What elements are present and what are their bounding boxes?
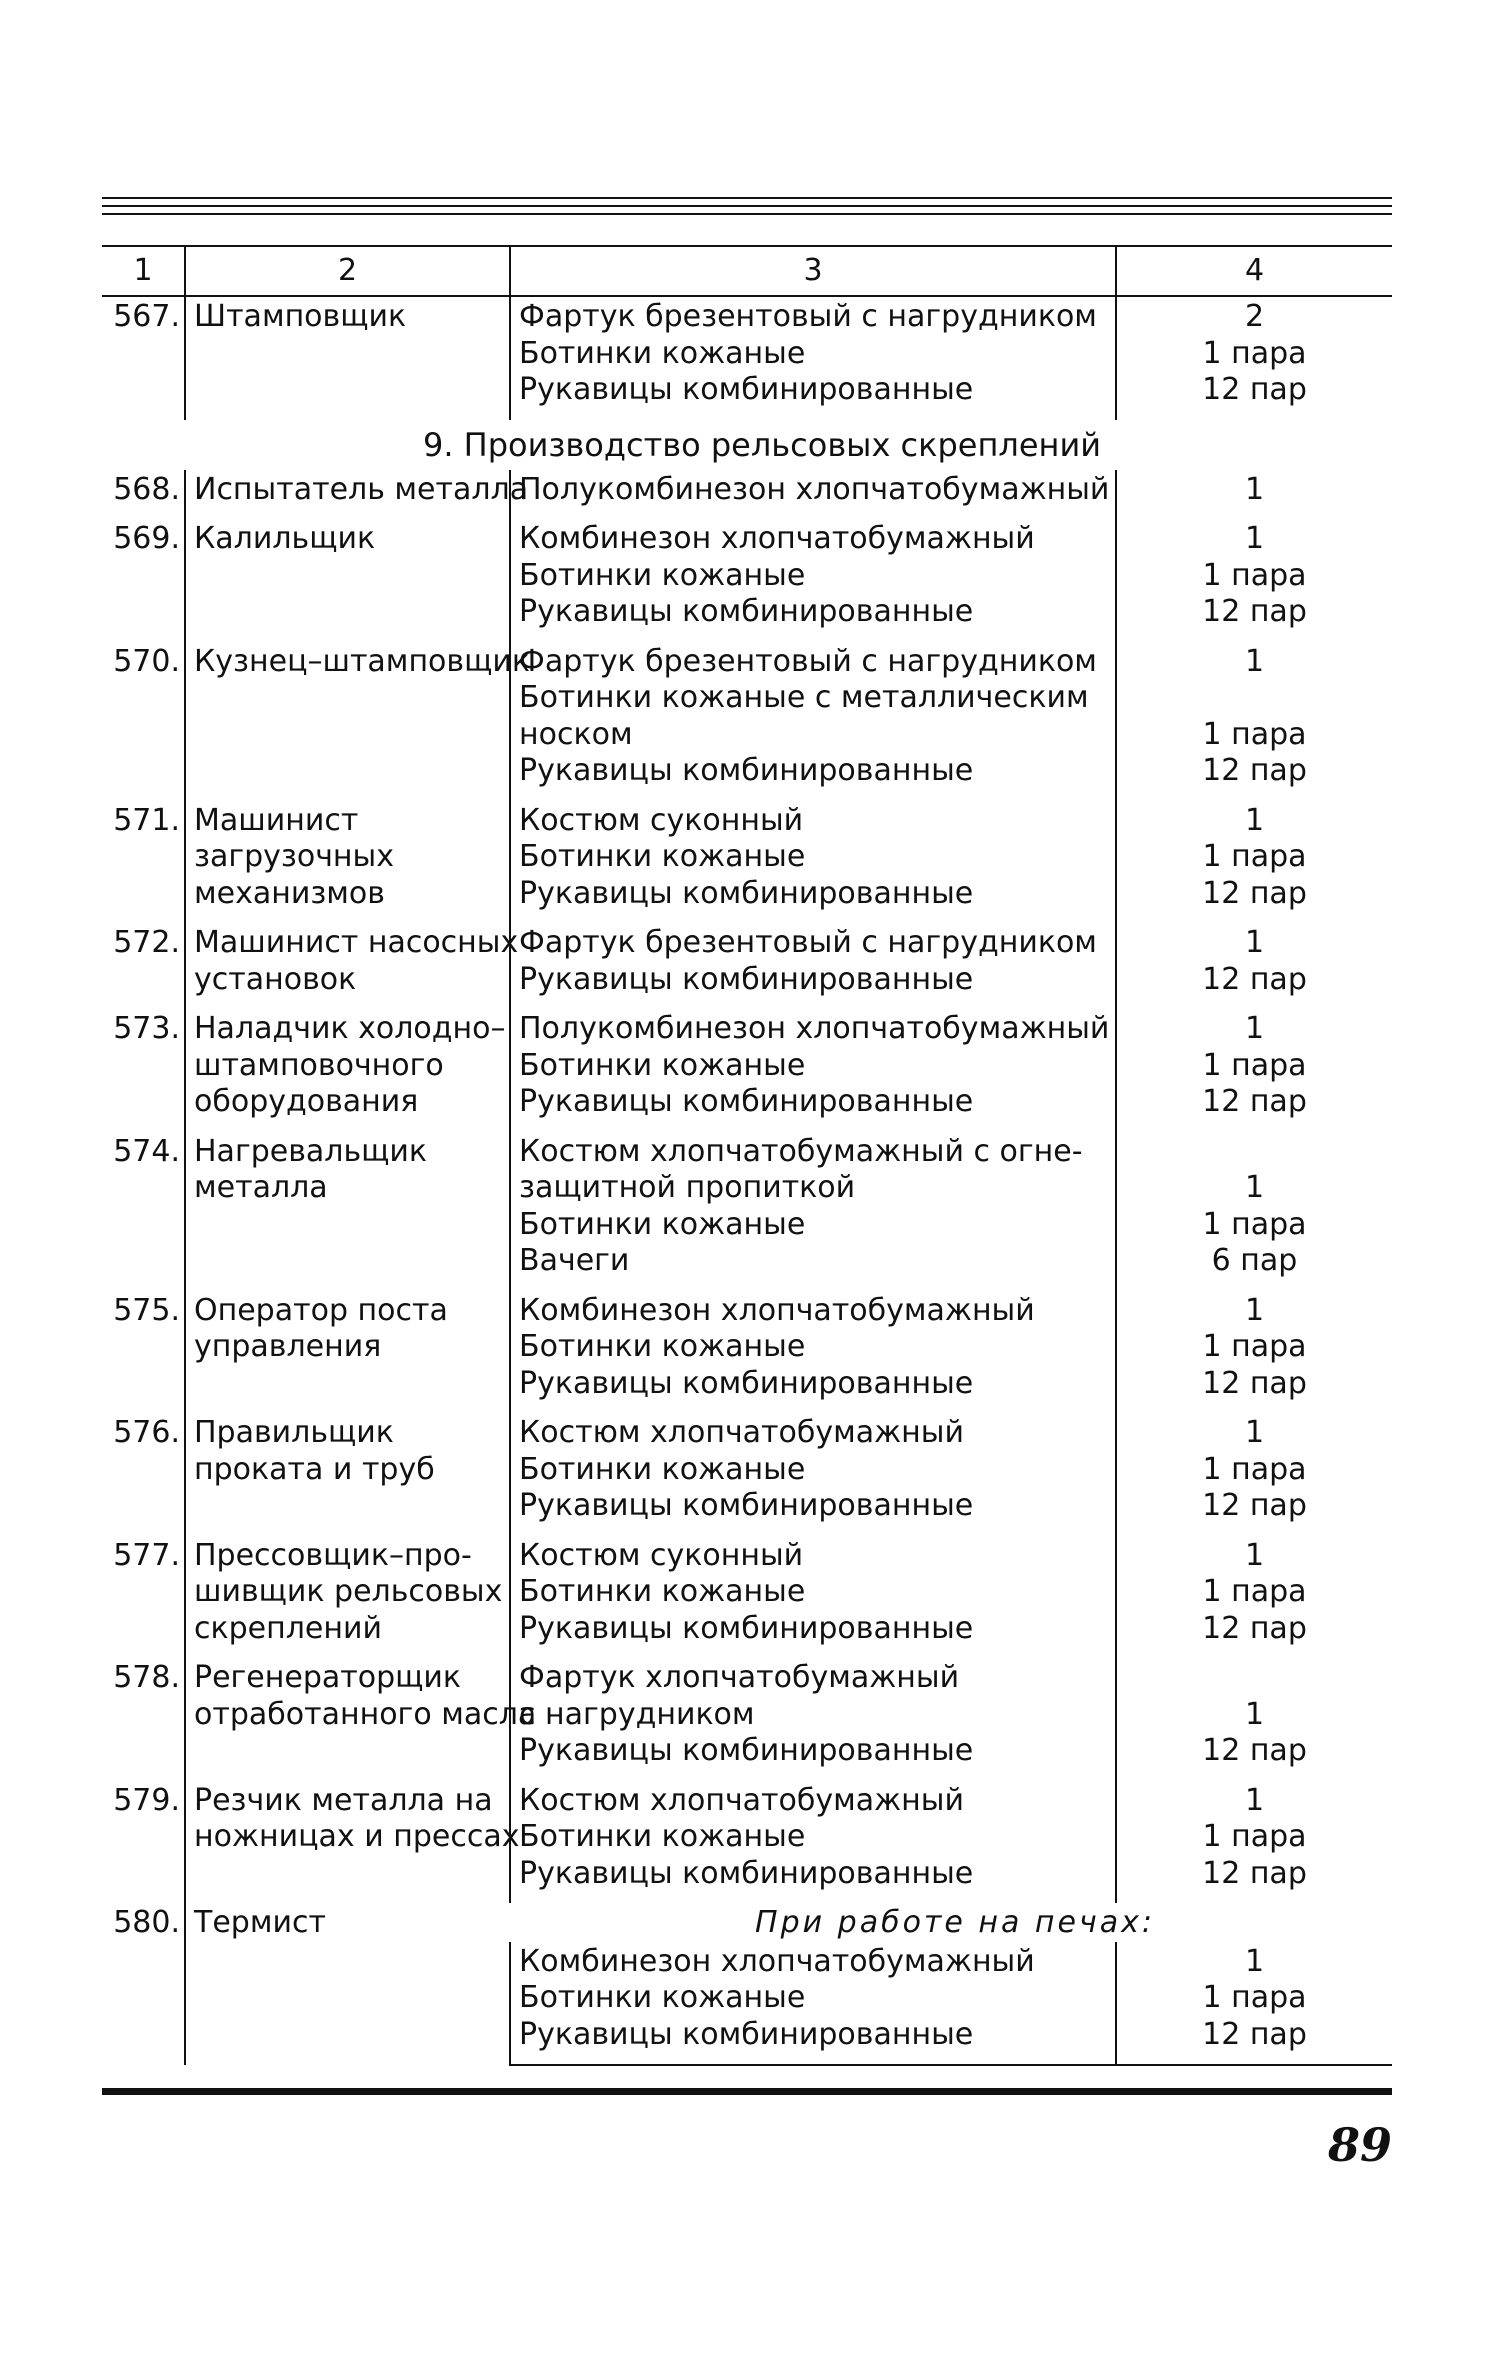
quantity-line: 12 пар xyxy=(1202,1365,1307,1401)
profession-cell xyxy=(185,1291,510,1414)
quantity-cell xyxy=(1116,470,1392,520)
items-cell xyxy=(510,801,1116,924)
column-header-2: 2 xyxy=(185,246,510,296)
row-number: 580. xyxy=(113,1905,180,1940)
quantity-cell xyxy=(1116,923,1392,1009)
quantity-line: 12 пар xyxy=(1202,875,1307,911)
quantity-line: 12 пар xyxy=(1202,961,1307,997)
item-line: Рукавицы комбинированные xyxy=(519,1610,974,1646)
item-line: Костюм суконный xyxy=(519,1537,804,1573)
row-number: 572. xyxy=(113,925,180,960)
quantity-line: 1 xyxy=(1244,1537,1265,1573)
items-cell xyxy=(510,1658,1116,1781)
profession-line: Калильщик xyxy=(194,521,376,556)
items-cell xyxy=(510,642,1116,801)
row-number: 569. xyxy=(113,521,180,556)
items-cell xyxy=(510,296,1116,420)
quantity-cell xyxy=(1116,1781,1392,1904)
items-cell xyxy=(510,1132,1116,1291)
profession-cell xyxy=(185,642,530,801)
page-number: 89 xyxy=(1327,2118,1392,2172)
quantity-line: 12 пар xyxy=(1202,372,1307,407)
table-row xyxy=(102,1009,1392,1132)
item-line: Ботинки кожаные xyxy=(519,1329,806,1364)
table-body-main xyxy=(102,470,1392,1904)
item-line: Рукавицы комбинированные xyxy=(519,753,974,788)
quantity-cell xyxy=(1116,1132,1392,1291)
quantity-line: 1 xyxy=(1244,1170,1265,1205)
quantity-line xyxy=(1117,680,1392,717)
profession-cell xyxy=(185,1009,510,1132)
bottom-rule xyxy=(102,2088,1392,2095)
section-title xyxy=(102,420,1392,470)
item-line: Рукавицы комбинированные xyxy=(519,2016,974,2052)
item-line: Ботинки кожаные xyxy=(519,1451,806,1487)
quantity-line: 1 xyxy=(1244,1943,1265,1979)
quantity-line: 12 пар xyxy=(1202,594,1307,629)
quantity-cell xyxy=(1116,296,1392,420)
quantity-line: 1 пара xyxy=(1202,1047,1307,1083)
quantity-line: 1 xyxy=(1244,471,1265,507)
item-line: Костюм хлопчатобумажный с огне- xyxy=(519,1133,1083,1169)
quantity-cell xyxy=(1116,642,1392,801)
quantity-line: 1 пара xyxy=(1202,557,1307,593)
row-number: 577. xyxy=(113,1537,180,1573)
quantity-cell xyxy=(1116,1291,1392,1414)
quantity-line: 1 xyxy=(1244,1415,1265,1450)
item-line: Ботинки кожаные xyxy=(519,1574,806,1609)
table-row xyxy=(102,642,1392,801)
item-line: Комбинезон хлопчатобумажный xyxy=(519,1292,1035,1328)
items-cell xyxy=(510,1536,1116,1659)
top-rule-2 xyxy=(102,205,1392,207)
item-line: Фартук брезентовый с нагрудником xyxy=(519,643,1097,679)
column-header-3: 3 xyxy=(510,246,1116,296)
table-row xyxy=(102,296,1392,420)
table-row xyxy=(102,801,1392,924)
profession-line: проката и труб xyxy=(194,1451,435,1487)
quantity-line: 1 xyxy=(1244,1696,1265,1732)
item-line: Фартук брезентовый с нагрудником xyxy=(519,299,1097,334)
item-line: Рукавицы комбинированные xyxy=(519,372,974,407)
profession-cell xyxy=(185,923,519,1009)
profession-line: Резчик металла на xyxy=(194,1782,493,1818)
item-line: Вачеги xyxy=(519,1243,630,1278)
quantity-cell xyxy=(1116,1413,1392,1536)
quantity-line: 1 xyxy=(1244,925,1265,960)
quantity-line: 12 пар xyxy=(1202,1084,1307,1119)
profession-line: Термист xyxy=(194,1905,326,1940)
row-number: 570. xyxy=(113,643,180,679)
items-cell xyxy=(510,1009,1116,1132)
profession-line: Нагревальщик xyxy=(194,1133,427,1169)
quantity-line: 2 xyxy=(1244,299,1265,334)
quantity-line: 1 пара xyxy=(1202,716,1307,752)
item-line: Ботинки кожаные xyxy=(519,1819,806,1854)
profession-cell xyxy=(185,296,510,420)
row-number: 575. xyxy=(113,1292,180,1328)
items-cell xyxy=(510,1413,1116,1536)
profession-cell xyxy=(185,1903,510,2065)
item-line: Рукавицы комбинированные xyxy=(519,594,974,629)
item-line: Ботинки кожаные xyxy=(519,1206,806,1242)
profession-line: скреплений xyxy=(194,1610,382,1646)
item-line: Костюм суконный xyxy=(519,802,804,838)
item-line: Ботинки кожаные xyxy=(519,1980,806,2015)
profession-cell xyxy=(185,1536,510,1659)
quantity-line xyxy=(1117,1134,1392,1171)
profession-line: Штамповщик xyxy=(194,299,407,334)
quantity-line: 1 пара xyxy=(1202,1980,1307,2015)
item-line: защитной пропиткой xyxy=(519,1170,856,1205)
quantity-line: 1 пара xyxy=(1202,1451,1307,1487)
header-row xyxy=(102,246,1392,296)
quantity-line: 1 пара xyxy=(1202,1574,1307,1609)
profession-line: механизмов xyxy=(194,875,385,911)
item-line: Фартук брезентовый с нагрудником xyxy=(519,925,1097,960)
item-line: Костюм хлопчатобумажный xyxy=(519,1782,964,1818)
quantity-cell xyxy=(1116,1942,1392,2066)
item-line: Рукавицы комбинированные xyxy=(519,1084,974,1119)
item-line: Ботинки кожаные xyxy=(519,1047,806,1083)
quantity-line: 6 пар xyxy=(1211,1243,1298,1278)
top-rule-1 xyxy=(102,197,1392,199)
quantity-line: 1 xyxy=(1244,1782,1265,1818)
quantity-line: 1 xyxy=(1244,1011,1265,1046)
profession-line: Регенераторщик xyxy=(194,1660,462,1695)
row-number: 571. xyxy=(113,802,180,838)
note-text: При работе на печах: xyxy=(755,1905,1155,1940)
profession-line: управления xyxy=(194,1329,382,1364)
items-cell xyxy=(510,923,1116,1009)
table-body-top xyxy=(102,296,1392,420)
profession-line: штамповочного xyxy=(194,1047,444,1083)
item-line: носком xyxy=(519,716,633,752)
item-line: Ботинки кожаные xyxy=(519,839,806,874)
quantity-cell xyxy=(1116,519,1392,642)
quantity-line: 1 xyxy=(1244,643,1265,679)
table-row xyxy=(102,470,1392,520)
quantity-line: 1 пара xyxy=(1202,1329,1307,1364)
quantity-line: 1 xyxy=(1244,802,1265,838)
profession-line: оборудования xyxy=(194,1084,419,1119)
row-number: 573. xyxy=(113,1011,180,1046)
profession-line: Прессовщик–про- xyxy=(194,1537,472,1573)
profession-cell xyxy=(185,519,510,642)
quantity-cell xyxy=(1116,1009,1392,1132)
quantity-line: 12 пар xyxy=(1202,1855,1307,1891)
quantity-line: 1 пара xyxy=(1202,1819,1307,1854)
item-line: Фартук хлопчатобумажный xyxy=(519,1660,960,1695)
table-row xyxy=(102,1291,1392,1414)
row-number: 568. xyxy=(113,471,180,507)
quantity-line: 12 пар xyxy=(1202,753,1307,788)
profession-line: Испытатель металла xyxy=(194,471,529,507)
top-rule-3 xyxy=(102,213,1392,215)
table-row xyxy=(102,1413,1392,1536)
row-number: 576. xyxy=(113,1415,180,1450)
item-line: Рукавицы комбинированные xyxy=(519,875,974,911)
profession-cell xyxy=(185,1413,510,1536)
table-row xyxy=(102,1132,1392,1291)
table-row xyxy=(102,923,1392,1009)
table-row xyxy=(102,1781,1392,1904)
items-cell xyxy=(510,1781,1116,1904)
row-number: 578. xyxy=(113,1660,180,1695)
profession-cell xyxy=(185,1658,537,1781)
column-header-4: 4 xyxy=(1116,246,1392,296)
item-line: Комбинезон хлопчатобумажный xyxy=(519,521,1035,556)
item-line: Рукавицы комбинированные xyxy=(519,1365,974,1401)
item-line: Рукавицы комбинированные xyxy=(519,1488,974,1523)
profession-cell xyxy=(185,801,510,924)
table-row xyxy=(102,1658,1392,1781)
item-line: Рукавицы комбинированные xyxy=(519,961,974,997)
quantity-line: 12 пар xyxy=(1202,1733,1307,1768)
table-body-580 xyxy=(102,1903,1392,2065)
profession-line: загрузочных xyxy=(194,839,394,874)
profession-cell xyxy=(185,1132,510,1291)
quantity-line xyxy=(1117,1660,1392,1697)
profession-line: ножницах и прессах xyxy=(194,1819,520,1854)
item-line: Костюм хлопчатобумажный xyxy=(519,1415,964,1450)
profession-line: Правильщик xyxy=(194,1415,394,1450)
profession-line: шивщик рельсовых xyxy=(194,1574,503,1609)
protective-clothing-table xyxy=(102,245,1392,2066)
quantity-cell xyxy=(1116,801,1392,924)
quantity-line: 1 xyxy=(1244,1292,1265,1328)
items-cell xyxy=(510,519,1116,642)
profession-line: Машинист xyxy=(194,802,359,838)
profession-line: установок xyxy=(194,961,357,997)
profession-cell xyxy=(185,1781,520,1904)
item-line: Ботинки кожаные с металлическим xyxy=(519,680,1089,715)
profession-line: металла xyxy=(194,1170,328,1205)
quantity-line: 12 пар xyxy=(1202,1488,1307,1523)
table-row-580-note xyxy=(102,1903,1392,1942)
profession-line: Оператор поста xyxy=(194,1292,448,1328)
quantity-line: 12 пар xyxy=(1202,2016,1307,2052)
items-cell xyxy=(510,1291,1116,1414)
quantity-line: 1 пара xyxy=(1202,1206,1307,1242)
item-line: Полукомбинезон хлопчатобумажный xyxy=(519,471,1110,507)
profession-line: Наладчик холодно– xyxy=(194,1011,506,1046)
item-line: Комбинезон хлопчатобумажный xyxy=(519,1943,1035,1979)
row-number: 574. xyxy=(113,1133,180,1169)
quantity-cell xyxy=(1116,1536,1392,1659)
profession-cell xyxy=(185,470,529,520)
section-heading-body xyxy=(102,420,1392,470)
quantity-line: 1 пара xyxy=(1202,335,1307,371)
quantity-line: 12 пар xyxy=(1202,1610,1307,1646)
table-row xyxy=(102,519,1392,642)
quantity-line: 1 xyxy=(1244,521,1265,556)
row-number: 567. xyxy=(113,299,180,334)
items-cell xyxy=(510,1942,1116,2066)
item-line: Рукавицы комбинированные xyxy=(519,1733,974,1768)
item-line: Полукомбинезон хлопчатобумажный xyxy=(519,1011,1110,1046)
item-line: с нагрудником xyxy=(519,1696,755,1732)
item-line: Ботинки кожаные xyxy=(519,557,806,593)
table-row xyxy=(102,1536,1392,1659)
row-number: 579. xyxy=(113,1782,180,1818)
item-line: Ботинки кожаные xyxy=(519,335,806,371)
item-line: Рукавицы комбинированные xyxy=(519,1855,974,1891)
profession-line: Кузнец–штамповщик xyxy=(194,643,530,679)
section-row xyxy=(102,420,1392,470)
column-header-1: 1 xyxy=(102,246,185,296)
quantity-line: 1 пара xyxy=(1202,839,1307,874)
items-cell xyxy=(510,470,1116,520)
quantity-cell xyxy=(1116,1658,1392,1781)
profession-line: отработанного масла xyxy=(194,1696,537,1732)
profession-line: Машинист насосных xyxy=(194,925,519,960)
section-title-text: 9. Производство рельсовых скреплений xyxy=(422,425,1102,464)
